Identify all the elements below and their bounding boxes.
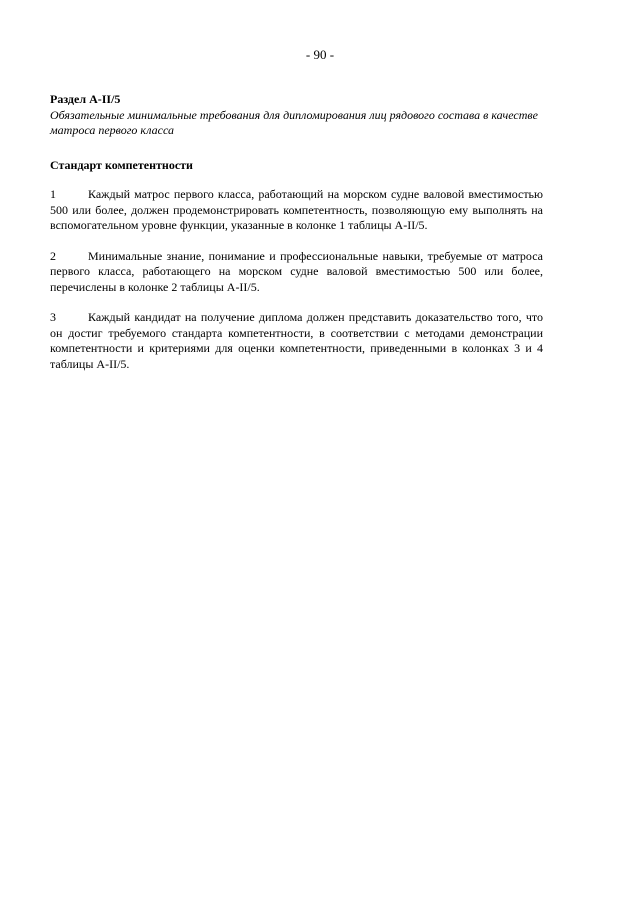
paragraph-number: 3: [50, 310, 56, 324]
paragraph-text: Каждый матрос первого класса, работающий на морском судне валовой вместимостью 500 или более, должен продемонстрировать компетентность, позволяющую ему выполнять на вспомогательном уровне функции, указанные в колонке 1 таблицы A-II/5.: [50, 187, 543, 232]
paragraph-1: [50, 187, 543, 234]
page-number: - 90 -: [305, 47, 335, 62]
section-subtitle: Обязательные минимальные требования для дипломирования лиц рядового состава в качестве матроса первого класса: [50, 107, 538, 137]
paragraph-3: [50, 310, 543, 372]
paragraph-text: Каждый кандидат на получение диплома должен представить доказательство того, что он достиг требуемого стандарта компетентности, в соответствии с методами демонстрации компетентности и критериями для оценки компетентности, приведенными в колонках 3 и 4 таблицы A-II/5.: [50, 310, 543, 371]
section-title: Раздел A-II/5: [50, 92, 121, 106]
paragraph-number: 2: [50, 248, 56, 263]
competence-standard-heading: Стандарт компетентности: [50, 157, 193, 172]
paragraph-number: 1: [50, 187, 56, 201]
document-content: [50, 92, 543, 372]
paragraph-2: [50, 249, 543, 296]
paragraph-text: Минимальные знание, понимание и профессиональные навыки, требуемые от матроса первого класса, работающего на морском судне валовой вместимостью 500 или более, перечислены в колонке 2 таблицы A-II/5.: [50, 248, 543, 294]
